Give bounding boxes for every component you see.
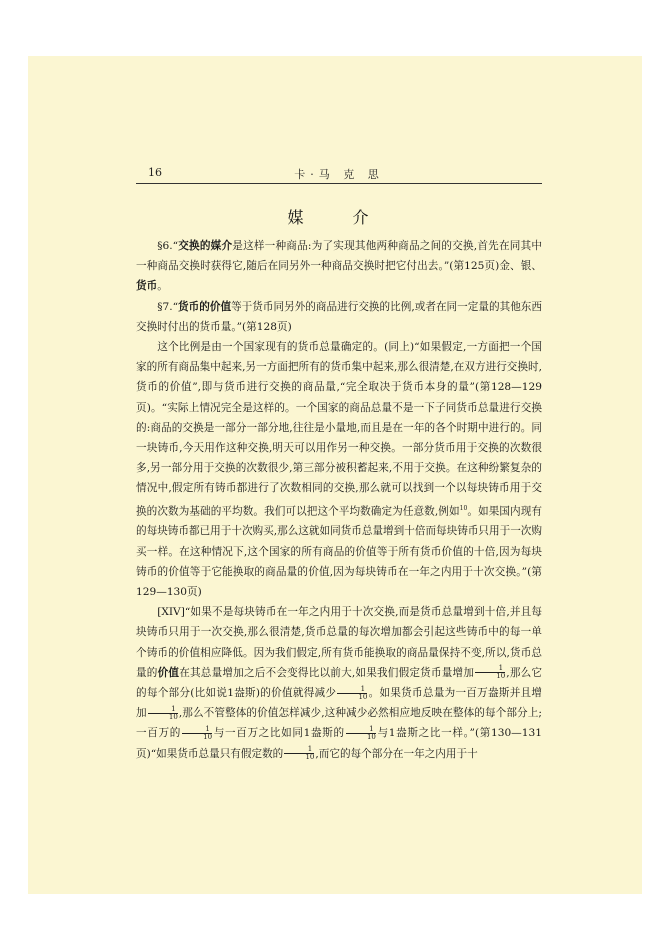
paragraph-3: 这个比例是由一个国家现有的货币总量确定的。(同上)“如果假定,一方面把一个国家的所有商品集中起来,另一方面把所有的货币集中起来,那么很清楚,在双方进行交换时,货币的价值”,即与货币进行交换的商品量,“完全取决于货币本身的量”(第128—129页)。“实际上情况完全是这样的。一个国家的商品总量不是一下子同货币总量进行交换的:商品的交换是一部分一部分地,往往是小量地,而且是在一年的各个时期中进行的。同一块铸币,今天用作这种交换,明天可以用作另一种交换。一部分货币用于交换的次数很多,另一部分用于交换的次数很少,第三部分被积蓄起来,不用于交换。在这种纷繁复杂的情况中,假定所有铸币都进行了次数相同的交换,那么就可以找到一个以每块铸币用于交换的次数为基础的平均数。我们可以把这个平均数确定为任意数,例如$^{10}$。如果国内现有的每块铸币都已用于十次购买,那么这就如同货币总量增到十倍而每块铸币只用于一次购买一样。在这种情况下,这个国家的所有商品的价值等于所有货币价值的十倍,因为每块铸币的价值等于它能换取的商品量的价值,因为每块铸币在一年之内用于十次交换。”(第129—130页)	[136, 341, 542, 598]
fraction: $\frac{1}{10}$	[337, 686, 367, 701]
fraction: $\frac{1}{10}$	[284, 746, 314, 761]
fraction: $\frac{1}{10}$	[182, 726, 212, 741]
header-rule	[136, 183, 542, 184]
running-title: 卡·马 克 思	[294, 168, 384, 181]
paragraph-2: §7.“货币的价值等于货币同另外的商品进行交换的比例,或者在同一定量的其他东西交换时付出的货币量。”(第128页)	[136, 300, 542, 333]
section-title: 媒 介	[287, 208, 391, 227]
paragraph-1: §6.“交换的媒介是这样一种商品:为了实现其他两种商品之间的交换,首先在同其中一种商品交换时获得它,随后在同另外一种商品交换时把它付出去。”(第125页)金、银、货币。	[136, 240, 543, 293]
fraction: $\frac{1}{10}$	[346, 726, 376, 741]
running-header	[136, 160, 542, 184]
page-number: 16	[148, 166, 162, 179]
body-text	[136, 236, 542, 764]
footnote-ref: 10	[459, 504, 468, 512]
fraction: $\frac{1}{10}$	[148, 706, 178, 721]
paragraph-4: [XIV]“如果不是每块铸币在一年之内用于十次交换,而是货币总量增到十倍,并且每块铸币只用于一次交换,那么很清楚,货币总量的每次增加都会引起这些铸币中的每一单个铸币的价值相应降低。因为我们假定,所有货币能换取的商品量保持不变,所以,货币总量的价值在其总量增加之后不会变得比以前大,如果我们假定货币量增加 $\frac{1}{10}$ ,那么它的每个部分(比如说1盎斯)的价值就得减少 $\frac{1}{10}$ 。如果货币总量为一百万盎斯并且增加 $\frac{1}{10}$ ,那么不管整体的价值怎样减少,这种减少必然相应地反映在整体的每个部分上;一百万的 $\frac{1}{10}$ 与一百万之比如同1盎斯的 $\frac{1}{10}$ 与1盎斯之比一样。”(第130—131页)“如果货币总量只有假定数的 $\frac{1}{10}$ ,而它的每个部分在一年之内用于十	[136, 606, 543, 762]
fraction: $\frac{1}{10}$	[475, 665, 505, 680]
